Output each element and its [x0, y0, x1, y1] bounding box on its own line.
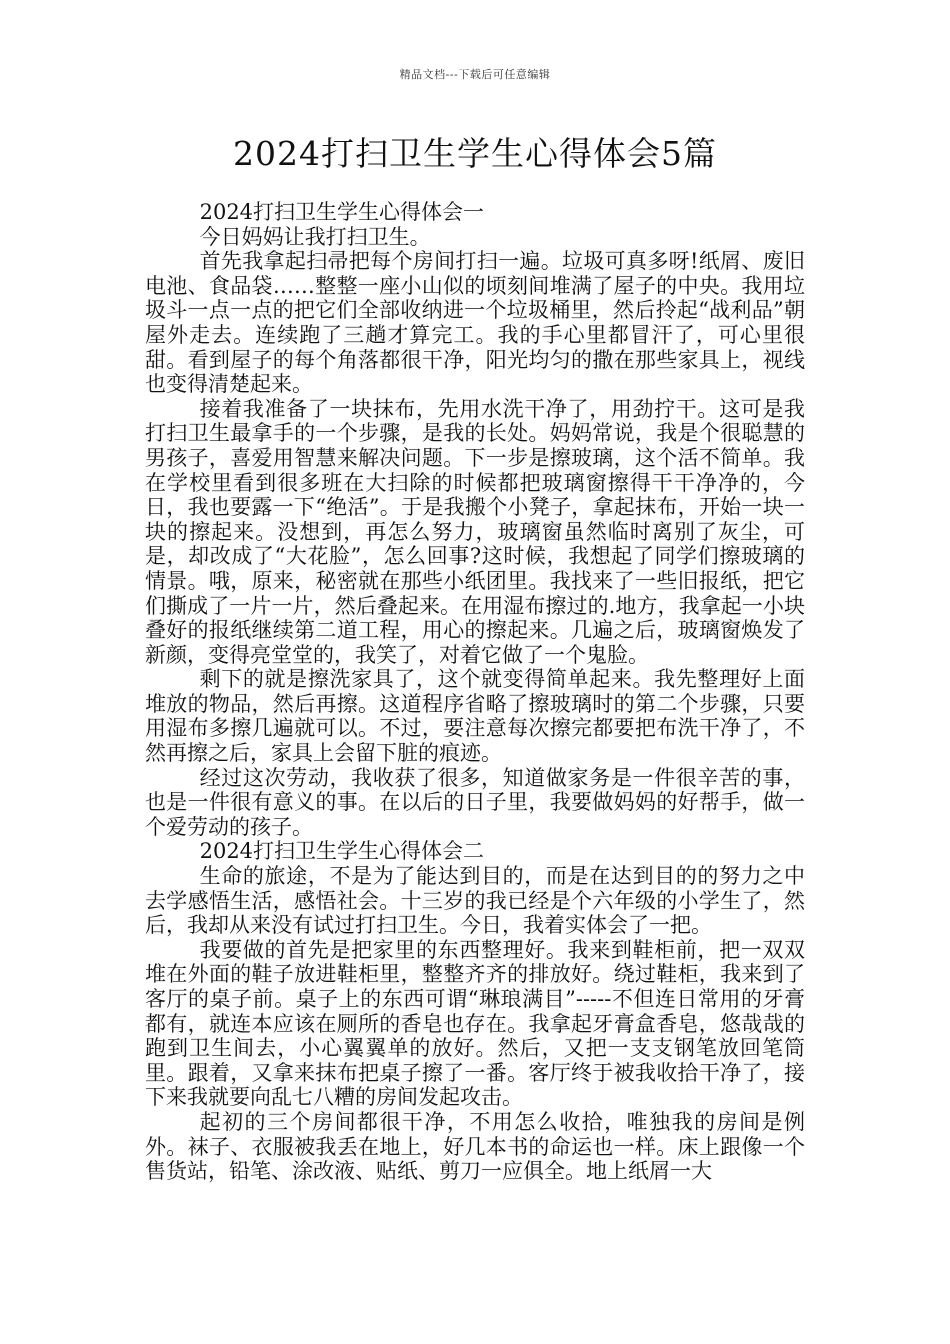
paragraph: 首先我拿起扫帚把每个房间打扫一遍。垃圾可真多呀!纸屑、废旧电池、食品袋……整整一座小山似的顷刻间堆满了屋子的中央。我用垃圾斗一点一点的把它们全部收纳进一个垃圾桶里，然后拎起“战利品”朝屋外走去。连续跑了三趟才算完工。我的手心里都冒汗了，可心里很甜。看到屋子的每个角落都很干净，阳光均匀的撒在那些家具上，视线也变得清楚起来。	[145, 249, 805, 397]
paragraph: 起初的三个房间都很干净，不用怎么收拾，唯独我的房间是例外。袜子、衣服被我丢在地上，好几本书的命运也一样。床上跟像一个售货站，铅笔、涂改液、贴纸、剪刀一应俱全。地上纸屑一大	[145, 1109, 805, 1184]
header-note: 精品文档---下载后可任意编辑	[399, 68, 551, 81]
paragraph: 今日妈妈让我打扫卫生。	[199, 224, 431, 249]
paragraph: 生命的旅途，不是为了能达到目的，而是在达到目的的努力之中去学感悟生活，感悟社会。十三岁的我已经是个六年级的小学生了，然后，我却从来没有试过打扫卫生。今日，我着实体会了一把。	[145, 864, 805, 938]
page-title: 2024打扫卫生学生心得体会5篇	[233, 134, 717, 173]
document-body	[145, 200, 805, 1184]
paragraph: 剩下的就是擦洗家具了，这个就变得简单起来。我先整理好上面堆放的物品，然后再擦。这道程序省略了擦玻璃时的第二个步骤，只要用湿布多擦几遍就可以。不过，要注意每次擦完都要把布洗干净了，不然再擦之后，家具上会留下脏的痕迹。	[145, 667, 805, 766]
paragraph: 接着我准备了一块抹布，先用水洗干净了，用劲拧干。这可是我打扫卫生最拿手的一个步骤，是我的长处。妈妈常说，我是个很聪慧的男孩子，喜爱用智慧来解决问题。下一步是擦玻璃，这个活不简单。我在学校里看到很多班在大扫除的时候都把玻璃窗擦得干干净净的，今日，我也要露一下“绝活”。于是我搬个小凳子，拿起抹布，开始一块一块的擦起来。没想到，再怎么努力，玻璃窗虽然临时离别了灰尘，可是，却改成了“大花脸”，怎么回事?这时候，我想起了同学们擦玻璃的情景。哦，原来，秘密就在那些小纸团里。我找来了一些旧报纸，把它们撕成了一片一片，然后叠起来。在用湿布擦过的.地方，我拿起一小块叠好的报纸继续第二道工程，用心的擦起来。几遍之后，玻璃窗焕发了新颜，变得亮堂堂的，我笑了，对着它做了一个鬼脸。	[145, 396, 805, 667]
section-heading-2: 2024打扫卫生学生心得体会二	[199, 839, 485, 864]
section-heading-1: 2024打扫卫生学生心得体会一	[199, 200, 485, 224]
paragraph: 经过这次劳动，我收获了很多，知道做家务是一件很辛苦的事，也是一件很有意义的事。在以后的日子里，我要做妈妈的好帮手，做一个爱劳动的孩子。	[145, 765, 805, 839]
paragraph: 我要做的首先是把家里的东西整理好。我来到鞋柜前，把一双双堆在外面的鞋子放进鞋柜里，整整齐齐的排放好。绕过鞋柜，我来到了客厅的桌子前。桌子上的东西可谓“琳琅满目”-----不但连日常用的牙膏都有，就连本应该在厕所的香皂也存在。我拿起牙膏盒香皂，悠哉哉的跑到卫生间去，小心翼翼单的放好。然后，又把一支支钢笔放回笔筒里。跟着，又拿来抹布把桌子擦了一番。客厅终于被我收拾干净了，接下来我就要向乱七八糟的房间发起攻击。	[145, 937, 805, 1110]
